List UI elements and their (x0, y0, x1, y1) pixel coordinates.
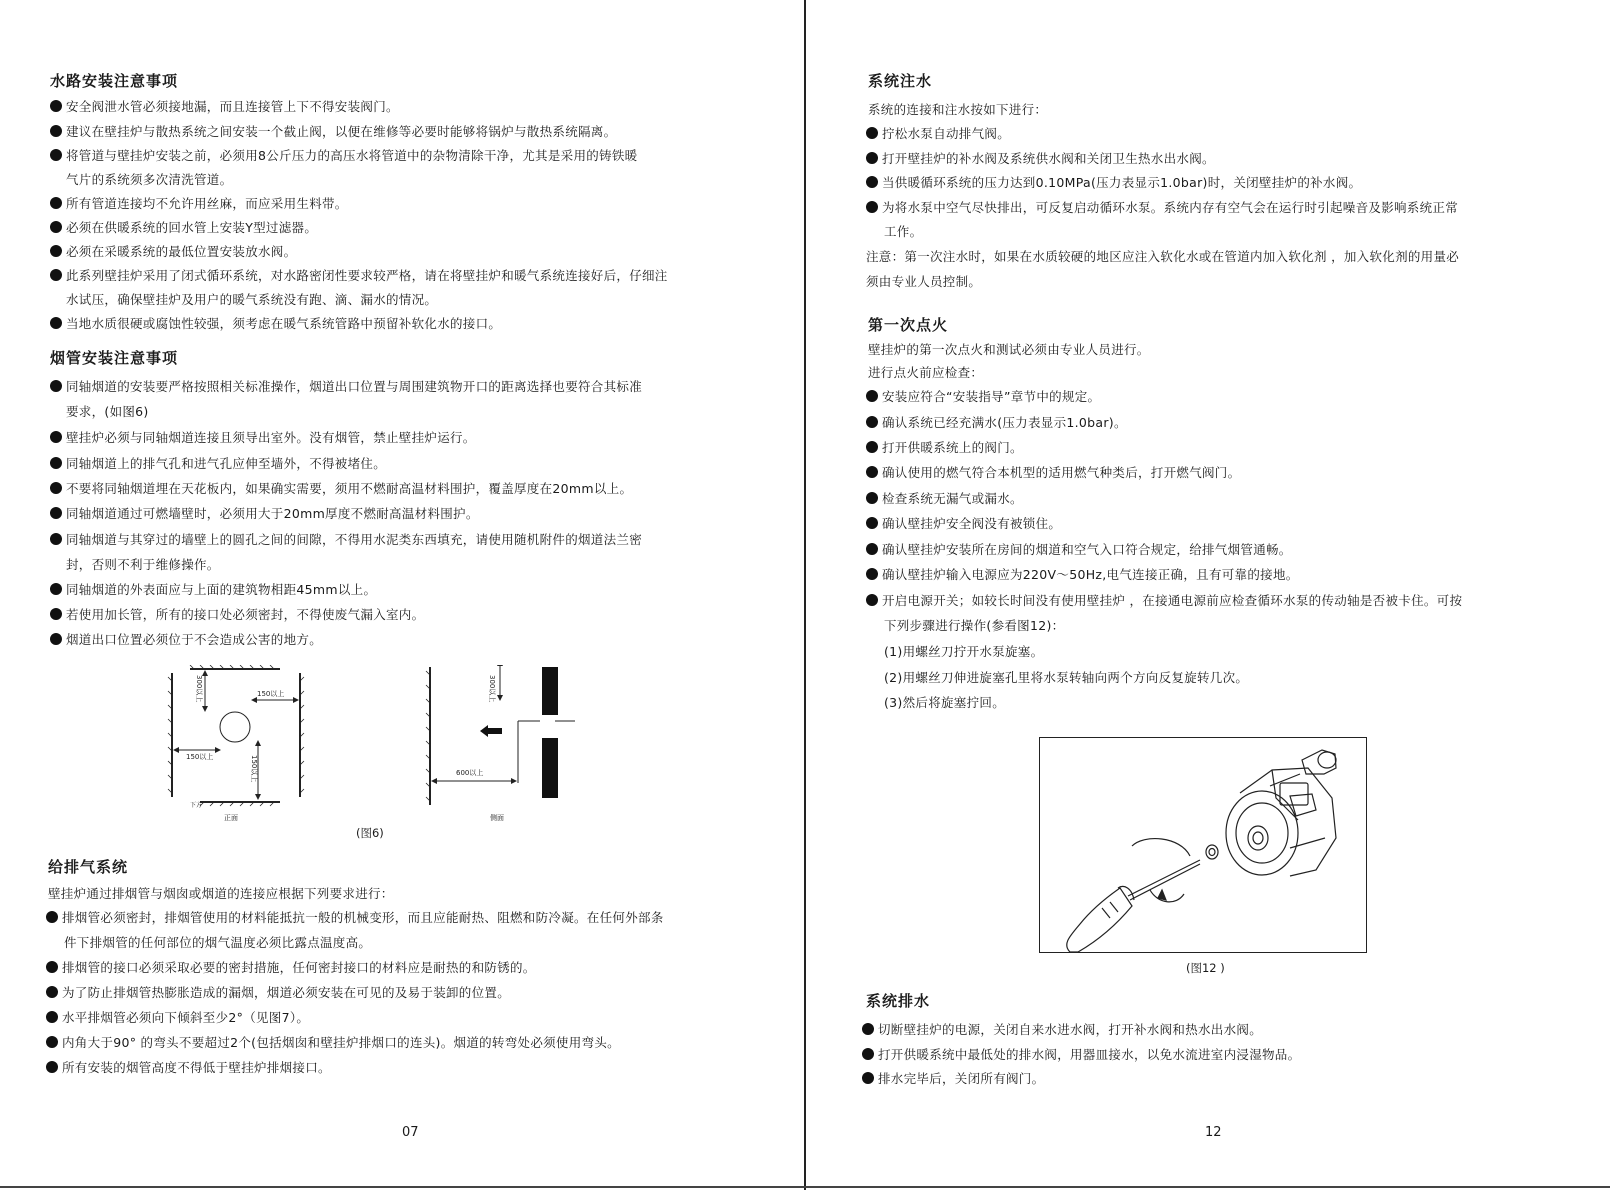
fig6-dim-600: 600以上 (456, 769, 484, 777)
flue-item-continuation: 要求，(如图6) (66, 404, 149, 419)
water-item: 此系列壁挂炉采用了闭式循环系统，对水路密闭性要求较严格，请在将壁挂炉和暖气系统连接好后，仔细注 (50, 266, 668, 284)
bullet-icon (50, 197, 62, 209)
ignite-item-continuation: 下列步骤进行操作(参看图12)： (884, 618, 1065, 633)
wall-upper (542, 667, 558, 715)
fig6-down-label: 下方 (190, 802, 203, 809)
ignite-intro-check: 进行点火前应检查： (868, 365, 984, 380)
bullet-icon (50, 317, 62, 329)
figure-6-diagram (160, 665, 580, 850)
bullet-icon (46, 986, 58, 998)
flue-item: 同轴烟道与其穿过的墙壁上的圆孔之间的间隙，不得用水泥类东西填充，请使用随机附件的烟道法兰密 (50, 530, 642, 548)
ignite-step: (3)然后将旋塞拧回。 (884, 695, 1006, 710)
bullet-icon (866, 517, 878, 529)
bullet-icon (50, 457, 62, 469)
fig6-dim-150-left: 150以上 (186, 753, 214, 761)
figure-6-caption: (图6) (356, 826, 384, 840)
fig6-dim-300-side: 300以上 (488, 675, 496, 703)
bullet-icon (866, 201, 878, 213)
bullet-icon (46, 1061, 58, 1073)
water-item-continuation: 气片的系统须多次清洗管道。 (66, 172, 233, 187)
ignite-item: 安装应符合“安装指导”章节中的规定。 (866, 387, 1100, 405)
bullet-icon (866, 594, 878, 606)
flue-item: 壁挂炉必须与同轴烟道连接且须导出室外。没有烟管，禁止壁挂炉运行。 (50, 428, 476, 446)
fill-note-continuation: 须由专业人员控制。 (866, 274, 982, 289)
bullet-icon (50, 482, 62, 494)
exhaust-arrow-icon (480, 725, 502, 737)
exhaust-item: 排烟管必须密封，排烟管使用的材料能抵抗一般的机械变形，而且应能耐热、阻燃和防冷凝。在任何外部条 (46, 908, 664, 926)
fill-note: 注意：第一次注水时，如果在水质较硬的地区应注入软化水或在管道内加入软化剂 ，加入软化剂的用量必 (866, 249, 1460, 264)
bullet-icon (866, 492, 878, 504)
bullet-icon (50, 245, 62, 257)
drain-item: 排水完毕后，关闭所有阀门。 (862, 1069, 1044, 1087)
figure-12-caption: (图12 ) (1186, 961, 1225, 975)
front-view (168, 665, 304, 806)
exhaust-intro: 壁挂炉通过排烟管与烟囱或烟道的连接应根据下列要求进行： (48, 886, 394, 901)
left-page-number: 07 (402, 1125, 419, 1140)
ignite-item: 确认使用的燃气符合本机型的适用燃气种类后，打开燃气阀门。 (866, 463, 1240, 481)
flue-item: 同轴烟道的安装要严格按照相关标准操作，烟道出口位置与周围建筑物开口的距离选择也要符合其标准 (50, 377, 642, 395)
exhaust-item-continuation: 件下排烟管的任何部位的烟气温度必须比露点温度高。 (64, 935, 372, 950)
flue-item: 同轴烟道的外表面应与上面的建筑物相距45mm以上。 (50, 580, 376, 598)
flue-item: 同轴烟道上的排气孔和进气孔应伸至墙外，不得被堵住。 (50, 454, 386, 472)
flue-item: 若使用加长管，所有的接口处必须密封，不得使废气漏入室内。 (50, 605, 424, 623)
ignite-step: (2)用螺丝刀伸进旋塞孔里将水泵转轴向两个方向反复旋转几次。 (884, 670, 1249, 685)
fill-section-title: 系统注水 (868, 72, 933, 90)
water-item: 建议在壁挂炉与散热系统之间安装一个截止阀，以便在维修等必要时能够将锅炉与散热系统隔离。 (50, 122, 616, 140)
bullet-icon (50, 125, 62, 137)
exhaust-item: 所有安装的烟管高度不得低于壁挂炉排烟接口。 (46, 1058, 331, 1076)
water-section-title: 水路安装注意事项 (50, 72, 179, 90)
water-item: 安全阀泄水管必须接地漏，而且连接管上下不得安装阀门。 (50, 97, 399, 115)
ignite-item: 开启电源开关；如较长时间没有使用壁挂炉 ，在接通电源前应检查循环水泵的传动轴是否被卡住。可按 (866, 591, 1462, 609)
figure-12-frame (1039, 737, 1367, 953)
bullet-icon (866, 127, 878, 139)
bullet-icon (866, 543, 878, 555)
flue-item: 烟道出口位置必须位于不会造成公害的地方。 (50, 630, 322, 648)
water-item-continuation: 水试压，确保壁挂炉及用户的暖气系统没有跑、滴、漏水的情况。 (66, 292, 438, 307)
ignite-item: 确认系统已经充满水(压力表显示1.0bar)。 (866, 413, 1127, 431)
ignite-item: 打开供暖系统上的阀门。 (866, 438, 1023, 456)
bullet-icon (50, 533, 62, 545)
fill-intro: 系统的连接和注水按如下进行： (868, 102, 1048, 117)
water-item: 所有管道连接均不允许用丝麻，而应采用生料带。 (50, 194, 348, 212)
water-item: 将管道与壁挂炉安装之前，必须用8公斤压力的高压水将管道中的杂物清除干净，尤其是采用的铸铁暖 (50, 146, 637, 164)
fig6-front-label: 正面 (224, 814, 238, 822)
fill-item-continuation: 工作。 (884, 224, 923, 239)
ignite-item: 确认壁挂炉安全阀没有被锁住。 (866, 514, 1061, 532)
ignite-intro: 壁挂炉的第一次点火和测试必须由专业人员进行。 (868, 342, 1150, 357)
bullet-icon (866, 441, 878, 453)
bullet-icon (862, 1048, 874, 1060)
bullet-icon (50, 221, 62, 233)
bullet-icon (862, 1023, 874, 1035)
wall-lower (542, 738, 558, 798)
exhaust-item: 排烟管的接口必须采取必要的密封措施，任何密封接口的材料应是耐热的和防锈的。 (46, 958, 536, 976)
fill-item: 为将水泵中空气尽快排出，可反复启动循环水泵。系统内存有空气会在运行时引起噪音及影响系统正常 (866, 198, 1458, 216)
right-page (806, 0, 1610, 1190)
exhaust-item: 水平排烟管必须向下倾斜至少2°（见图7）。 (46, 1008, 309, 1026)
ignite-section-title: 第一次点火 (868, 316, 949, 334)
water-item: 当地水质很硬或腐蚀性较强，须考虑在暖气系统管路中预留补软化水的接口。 (50, 314, 501, 332)
ignite-item: 确认壁挂炉输入电源应为220V～50Hz,电气连接正确，且有可靠的接地。 (866, 565, 1299, 583)
bullet-icon (866, 152, 878, 164)
fill-item: 打开壁挂炉的补水阀及系统供水阀和关闭卫生热水出水阀。 (866, 149, 1215, 167)
bullet-icon (866, 568, 878, 580)
fig6-dim-300-front: 300以上 (195, 675, 203, 703)
bullet-icon (46, 1036, 58, 1048)
ignite-item: 确认壁挂炉安装所在房间的烟道和空气入口符合规定，给排气烟管通畅。 (866, 540, 1292, 558)
flue-item: 不要将同轴烟道埋在天花板内，如果确实需要，须用不燃耐高温材料围护，覆盖厚度在20mm以上。 (50, 479, 632, 497)
bullet-icon (50, 269, 62, 281)
ignite-step: (1)用螺丝刀拧开水泵旋塞。 (884, 644, 1044, 659)
flue-item: 同轴烟道通过可燃墙壁时，必须用大于20mm厚度不燃耐高温材料围护。 (50, 504, 479, 522)
drain-item: 切断壁挂炉的电源，关闭自来水进水阀，打开补水阀和热水出水阀。 (862, 1020, 1262, 1038)
bullet-icon (862, 1072, 874, 1084)
water-item: 必须在供暖系统的回水管上安装Y型过滤器。 (50, 218, 317, 236)
bullet-icon (866, 176, 878, 188)
exhaust-section-title: 给排气系统 (48, 858, 129, 876)
bullet-icon (50, 431, 62, 443)
fill-item: 当供暖循环系统的压力达到0.10MPa(压力表显示1.0bar)时，关闭壁挂炉的补水阀。 (866, 173, 1361, 191)
pump-screwdriver-illustration (1040, 738, 1366, 952)
bullet-icon (866, 390, 878, 402)
bullet-icon (46, 911, 58, 923)
flue-section-title: 烟管安装注意事项 (50, 349, 179, 367)
bullet-icon (50, 608, 62, 620)
fig6-dim-150-right: 150以上 (257, 690, 285, 698)
bullet-icon (50, 633, 62, 645)
bullet-icon (46, 961, 58, 973)
right-page-number: 12 (1205, 1125, 1222, 1140)
fig6-dim-150-bottom: 150以上 (250, 755, 258, 783)
ignite-item: 检查系统无漏气或漏水。 (866, 489, 1023, 507)
bullet-icon (50, 380, 62, 392)
water-item: 必须在采暖系统的最低位置安装放水阀。 (50, 242, 296, 260)
bullet-icon (50, 507, 62, 519)
bullet-icon (50, 149, 62, 161)
exhaust-item: 为了防止排烟管热膨胀造成的漏烟，烟道必须安装在可见的及易于装卸的位置。 (46, 983, 510, 1001)
bullet-icon (46, 1011, 58, 1023)
bullet-icon (50, 583, 62, 595)
drain-item: 打开供暖系统中最低处的排水阀，用器皿接水，以免水流进室内浸湿物品。 (862, 1045, 1300, 1063)
fill-item: 拧松水泵自动排气阀。 (866, 124, 1010, 142)
bullet-icon (50, 100, 62, 112)
drain-section-title: 系统排水 (866, 992, 931, 1010)
exhaust-item: 内角大于90° 的弯头不要超过2个(包括烟囱和壁挂炉排烟口的连头)。烟道的转弯处必须使用弯头。 (46, 1033, 620, 1051)
fig6-side-label: 侧面 (490, 814, 504, 822)
flue-item-continuation: 封，否则不利于维修操作。 (66, 557, 220, 572)
bullet-icon (866, 466, 878, 478)
bullet-icon (866, 416, 878, 428)
